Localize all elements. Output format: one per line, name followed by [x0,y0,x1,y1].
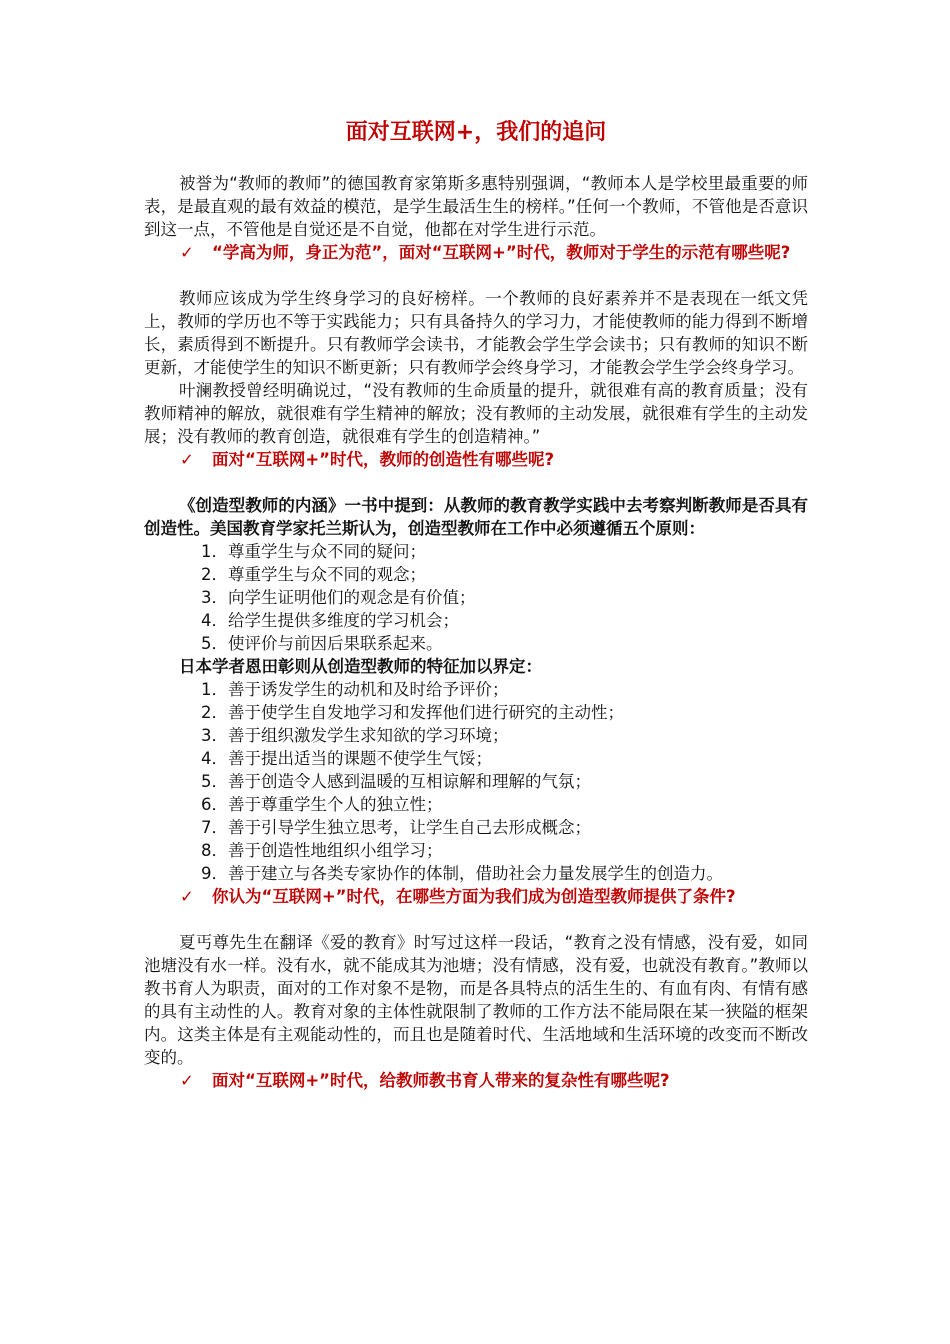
paragraph-onda-akira: 日本学者恩田彰则从创造型教师的特征加以界定： [179,657,542,676]
list-item: 3．善于组织激发学生求知欲的学习环境； [201,726,509,745]
check-icon: ✓ [180,450,194,469]
list-item: 6．善于尊重学生个人的独立性； [201,795,443,814]
list-item: 2．尊重学生与众不同的观念； [201,565,426,584]
page-title: 面对互联网+，我们的追问 [345,120,607,145]
list-item: 1．善于诱发学生的动机和及时给予评价； [201,680,509,699]
list-item: 7．善于引导学生独立思考，让学生自己去形成概念； [201,818,591,837]
paragraph-creative-teacher: 《创造型教师的内涵》一书中提到：从教师的教育教学实践中去考察判断教师是否具有创造性。美国教育学家托兰斯认为，创造型教师在工作中必须遵循五个原则： [144,496,808,538]
list-item: 4．给学生提供多维度的学习机会； [201,611,459,630]
paragraph-intro: 被誉为“教师的教师”的德国教育家第斯多惠特别强调，“教师本人是学校里最重要的师表，是最直观的最有效益的模范，是学生最活生生的榜样。”任何一个教师，不管他是否意识到这一点，不管他是自觉还是不自觉，他都在对学生进行示范。 [144,174,808,239]
question-2 [144,448,808,471]
paragraph-ye-lan-quote: 叶澜教授曾经明确说过，“没有教师的生命质量的提升，就很难有高的教育质量；没有教师精神的解放，就很难有学生精神的解放；没有教师的主动发展，就很难有学生的主动发展；没有教师的教育创造，就很难有学生的创造精神。” [144,381,808,446]
question-3 [144,885,808,908]
torrance-principles-list [144,540,808,655]
paragraph-lifelong-learning: 教师应该成为学生终身学习的良好榜样。一个教师的良好素养并不是表现在一纸文凭上，教师的学历也不等于实践能力；只有具备持久的学习力，才能使教师的能力得到不断增长，素质得到不断提升。只有教师学会读书，才能教会学生学会读书；只有教师的知识不断更新，才能使学生的知识不断更新；只有教师学会终身学习，才能教会学生学会终身学习。 [144,289,808,377]
list-item: 8．善于创造性地组织小组学习； [201,841,443,860]
question-4-text: 面对“互联网+”时代，给教师教书育人带来的复杂性有哪些呢? [212,1071,670,1090]
check-icon: ✓ [180,243,194,262]
check-icon: ✓ [180,887,194,906]
list-item: 3．向学生证明他们的观念是有价值； [201,588,476,607]
check-icon: ✓ [180,1071,194,1090]
question-2-text: 面对“互联网+”时代，教师的创造性有哪些呢? [212,450,555,469]
onda-characteristics-list [144,678,808,885]
list-item: 2．善于使学生自发地学习和发挥他们进行研究的主动性； [201,703,624,722]
document-body [144,118,808,1092]
question-4 [144,1069,808,1092]
list-item: 5．善于创造令人感到温暖的互相谅解和理解的气氛； [201,772,591,791]
list-item: 9．善于建立与各类专家协作的体制，借助社会力量发展学生的创造力。 [201,864,723,883]
list-item: 5．使评价与前因后果联系起来。 [201,634,443,653]
question-1 [144,241,808,264]
paragraph-love-education: 夏丐尊先生在翻译《爱的教育》时写过这样一段话，“教育之没有情感，没有爱，如同池塘没有水一样。没有水，就不能成其为池塘；没有情感，没有爱，也就没有教育。”教师以教书育人为职责，面对的工作对象不是物，而是各具特点的活生生的、有血有肉、有情有感的具有主动性的人。教育对象的主体性就限制了教师的工作方法不能局限在某一狭隘的框架内。这类主体是有主观能动性的，而且也是随着时代、生活地域和生活环境的改变而不断改变的。 [144,933,808,1067]
spacer [144,264,808,287]
list-item: 4．善于提出适当的课题不使学生气馁； [201,749,492,768]
spacer [144,471,808,494]
question-1-text: “学高为师，身正为范”，面对“互联网+”时代，教师对于学生的示范有哪些呢? [212,243,791,262]
list-item: 1．尊重学生与众不同的疑问； [201,542,426,561]
question-3-text: 你认为“互联网+”时代，在哪些方面为我们成为创造型教师提供了条件? [212,887,736,906]
spacer [144,908,808,931]
